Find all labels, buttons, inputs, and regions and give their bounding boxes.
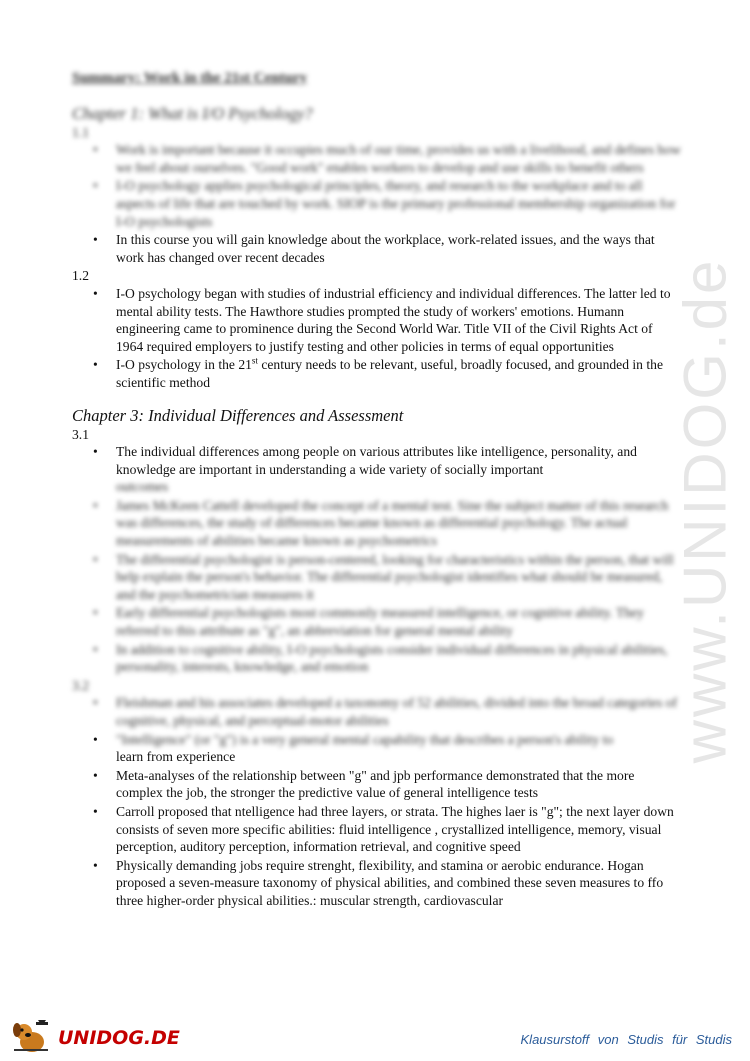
text-segment: learn from experience	[116, 749, 236, 765]
list-item: • Meta-analyses of the relationship between "g" and jpb performance demonstrated that the more complex the job, the stronger the predictive value of general intelligence tests	[116, 767, 682, 802]
section-1-2-list	[72, 285, 682, 392]
list-item: • Early differential psychologists most commonly measured intelligence, or cognitive ability. They referred to this attribute as "g", an abbreviation for general mental ability	[116, 604, 682, 639]
list-item: • Physically demanding jobs require strenght, flexibility, and stamina or aerobic endurance. Hogan proposed a seven-measure taxonomy of physical abilities, and combined these seven measures to ffo three higher-order physical abilities.: muscular strength, cardiovascular	[116, 857, 682, 910]
section-3-1-list	[72, 443, 682, 676]
section-1-2-label: 1.2	[72, 268, 89, 284]
dog-mascot-icon	[8, 1018, 54, 1056]
list-item: • In this course you will gain knowledge about the workplace, work-related issues, and the ways that work has changed over recent decades	[116, 231, 682, 266]
logo-text: UNIDOG.DE	[58, 1027, 180, 1049]
section-3-2-label: 3.2	[72, 677, 89, 693]
section-3-2-list	[72, 694, 682, 909]
list-item: • The differential psychologist is person-centered, looking for characteristics within the person, that will help explain the person's behavior. The differential psychologist identifies what should be measured, and the psychometrician measures it	[116, 551, 682, 604]
text-segment: century needs to be relevant, useful, broadly focused, and grounded in the scientific method	[116, 357, 663, 390]
footer-tagline: Klausurstoff von Studis für Studis	[520, 1032, 732, 1047]
text-segment: I-O psychology in the 21	[116, 357, 252, 373]
text-segment: outcomes	[116, 479, 169, 495]
list-item	[116, 731, 682, 766]
text-segment: • "Intelligence" (or "g") is a very general mental capability that describes a person's ability to	[116, 731, 614, 747]
list-item: • Fleishman and his associates developed a taxonomy of 52 abilities, divided into the broad categories of cognitive, physical, and perceptual-motor abilities	[116, 694, 682, 729]
list-item	[116, 356, 682, 391]
chapter1-heading: Chapter 1: What is I/O Psychology?	[72, 103, 313, 123]
list-item: • In addition to cognitive ability, I-O psychologists consider individual differences in physical abilities, personality, interests, knowledge, and emotion	[116, 641, 682, 676]
section-1-1-label: 1.1	[72, 124, 89, 140]
chapter3-heading: Chapter 3: Individual Differences and Assessment	[72, 405, 404, 425]
unidog-logo	[8, 1018, 178, 1056]
list-item: • Work is important because it occupies much of our time, provides us with a livelihood, and defines how we feel about ourselves. "Good work" enables workers to develop and use skills to benefit others	[116, 141, 682, 176]
list-item: • I-O psychology applies psychological principles, theory, and research to the workplace and to all aspects of life that are touched by work. SIOP is the primary professional membership organization for I-O psychologists	[116, 177, 682, 230]
superscript: st	[251, 355, 258, 366]
list-item: • Carroll proposed that ntelligence had three layers, or strata. The highes laer is "g"; the next layer down consists of seven more specific abilities: fluid intelligence , crystallized intelligence, memory, visual perception, auditory perception, information retrieval, and cognitive speed	[116, 803, 682, 856]
section-1-1-list	[72, 141, 682, 266]
text-segment: The individual differences among people on various attributes like intelligence, personality, and knowledge are important in understanding a wide variety of socially important	[116, 444, 637, 477]
document-body	[72, 70, 682, 911]
list-item: • James McKeen Cattell developed the concept of a mental test. Sine the subject matter of this research was differences, the study of differences became known as differential psychology. The actual measurements of abilities became known as psychometrics	[116, 497, 682, 550]
list-item	[116, 443, 682, 496]
watermark-text: www.UNIDOG.de	[671, 257, 739, 763]
section-3-1-label: 3.1	[72, 426, 89, 442]
list-item: • I-O psychology began with studies of industrial efficiency and individual differences. The latter led to mental ability tests. The Hawthore studies prompted the study of workers' emotions. Humann engineering came to prominence during the Second World War. Title VII of the Civil Rights Act of 1964 required employers to justify testing and other policies in terms of equal opportunities	[116, 285, 682, 355]
document-title: Summary: Work in the 21st Century	[72, 70, 308, 86]
